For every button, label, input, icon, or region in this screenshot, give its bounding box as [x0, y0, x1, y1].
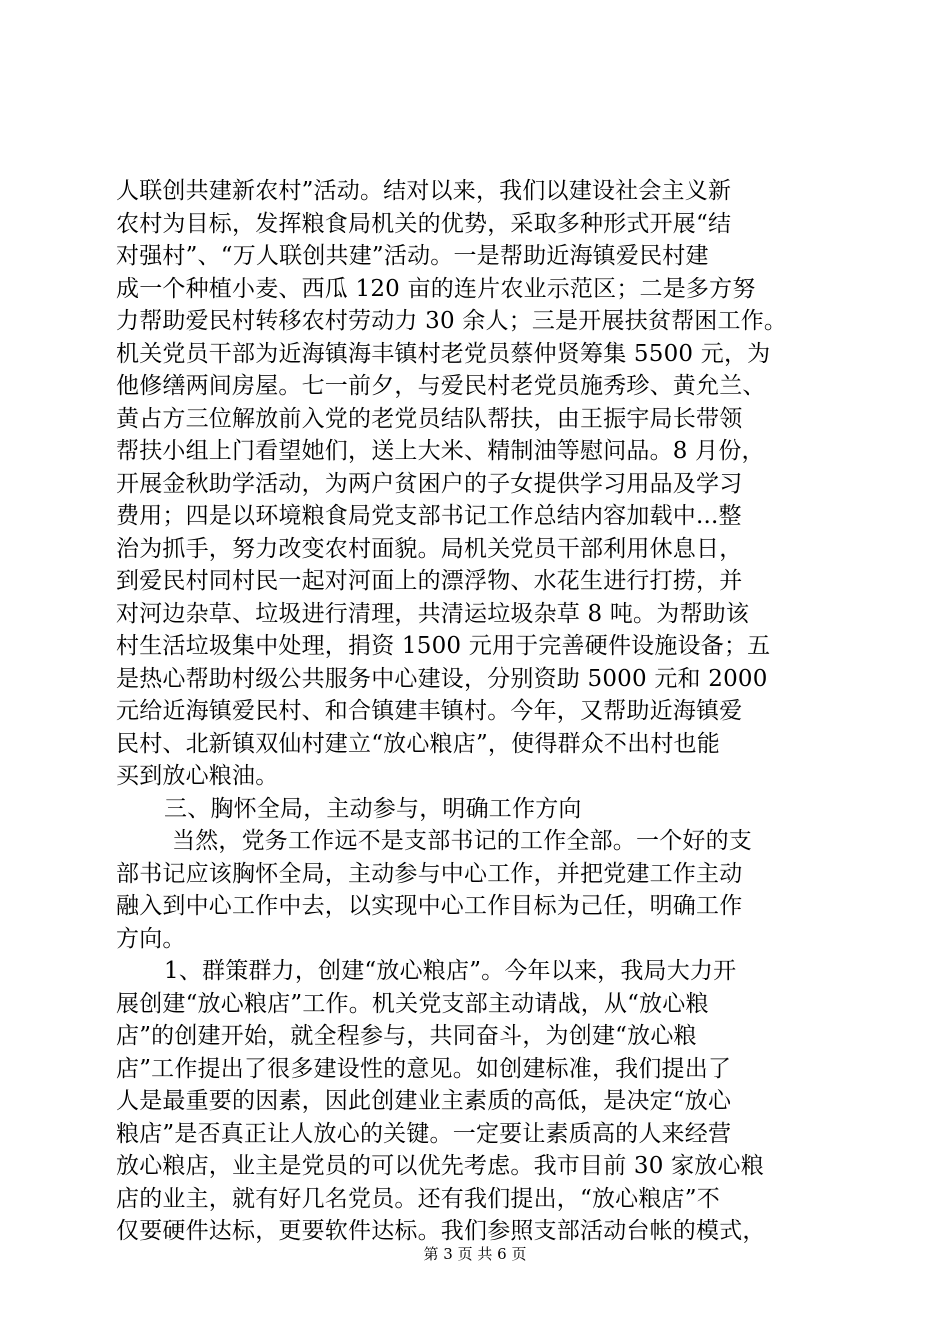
text-line: 费用；四是以环境粮食局党支部书记工作总结内容加载中...整	[116, 503, 742, 529]
text-line: 成一个种植小麦、西瓜 120 亩的连片农业示范区；二是多方努	[116, 275, 756, 302]
text-line: 当然，党务工作远不是支部书记的工作全部。一个好的支	[172, 828, 752, 854]
text-line: 元给近海镇爱民村、和合镇建丰镇村。今年，又帮助近海镇爱	[116, 698, 743, 724]
paragraph-2	[116, 825, 836, 955]
document-body	[116, 175, 836, 1248]
text-line: 展创建“放心粮店”工作。机关党支部主动请战，从“放心粮	[116, 990, 709, 1017]
text-line: 粮店”是否真正让人放心的关键。一定要让素质高的人来经营	[116, 1120, 732, 1147]
text-line: 治为抓手，努力改变农村面貌。局机关党员干部利用休息日，	[116, 535, 743, 562]
text-line: 融入到中心工作中去，以实现中心工作目标为己任，明确工作	[116, 893, 743, 919]
text-line: 部书记应该胸怀全局，主动参与中心工作，并把党建工作主动	[116, 860, 743, 887]
page-number-footer: 第 3 页 共 6 页	[423, 1245, 527, 1263]
text-line: 人是最重要的因素，因此创建业主素质的高低，是决定“放心	[116, 1088, 732, 1114]
text-line: 开展金秋助学活动，为两户贫困户的子女提供学习用品及学习	[116, 470, 743, 497]
text-line: 他修缮两间房屋。七一前夕，与爱民村老党员施秀珍、黄允兰、	[116, 373, 766, 399]
text-line: 机关党员干部为近海镇海丰镇村老党员蔡仲贤筹集 5500 元，为	[116, 340, 771, 367]
text-line: 是热心帮助村级公共服务中心建设，分别资助 5000 元和 2000	[116, 665, 768, 692]
text-line: 仅要硬件达标，更要软件达标。我们参照支部活动台帐的模式，	[116, 1218, 766, 1244]
text-line: 方向。	[116, 925, 186, 952]
text-line: 民村、北新镇双仙村建立“放心粮店”，使得群众不出村也能	[116, 730, 720, 757]
text-line: 力帮助爱民村转移农村劳动力 30 余人；三是开展扶贫帮困工作。	[116, 308, 788, 334]
text-line: 对强村”、“万人联创共建”活动。一是帮助近海镇爱民村建	[116, 243, 709, 269]
section-heading: 三、胸怀全局，主动参与，明确工作方向	[164, 795, 582, 822]
text-line: 黄占方三位解放前入党的老党员结队帮扶，由王振宇局长带领	[116, 405, 743, 432]
text-line: 店的业主，就有好几名党员。还有我们提出，“放心粮店”不	[116, 1185, 720, 1212]
text-line: 对河边杂草、垃圾进行清理，共清运垃圾杂草 8 吨。为帮助该	[116, 600, 750, 627]
paragraph-1	[116, 175, 836, 793]
paragraph-3	[116, 955, 836, 1248]
text-line: 帮扶小组上门看望她们，送上大米、精制油等慰问品。8 月份，	[116, 438, 765, 464]
text-line: 店”工作提出了很多建设性的意见。如创建标准，我们提出了	[116, 1055, 732, 1082]
text-line: 放心粮店，业主是党员的可以优先考虑。我市目前 30 家放心粮	[116, 1153, 764, 1179]
text-line: 农村为目标，发挥粮食局机关的优势，采取多种形式开展“结	[116, 210, 732, 237]
text-line: 人联创共建新农村”活动。结对以来，我们以建设社会主义新	[116, 178, 732, 204]
text-line: 村生活垃圾集中处理，捐资 1500 元用于完善硬件设施设备；五	[116, 633, 771, 659]
text-line: 买到放心粮油。	[116, 763, 279, 789]
text-line: 店”的创建开始，就全程参与，共同奋斗，为创建“放心粮	[116, 1023, 697, 1049]
text-line: 到爱民村同村民一起对河面上的漂浮物、水花生进行打捞，并	[116, 568, 743, 594]
text-line: 1、群策群力，创建“放心粮店”。今年以来，我局大力开	[164, 958, 737, 984]
